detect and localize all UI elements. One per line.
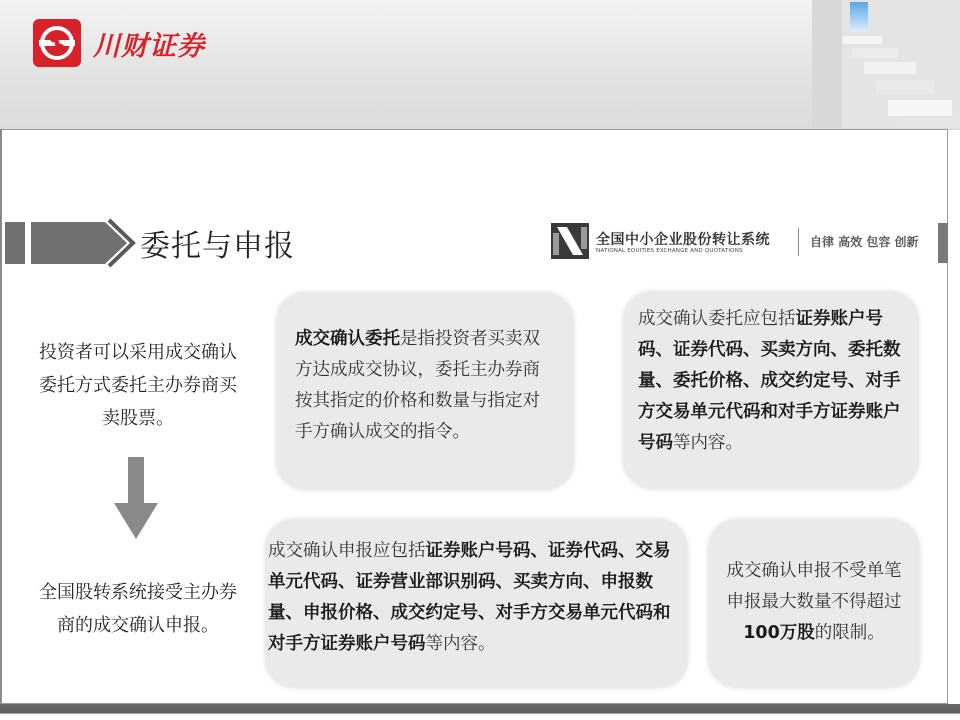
neeq-name-cn: 全国中小企业股份转让系统 [596, 232, 770, 248]
definition-text: 是指投资者买卖双方达成成交协议，委托主办券商按其指定的价格和数量与指定对手方确认成交的指令。 [295, 329, 540, 442]
definition-term: 成交确认委托 [295, 329, 400, 349]
neeq-slogan: 自律 高效 包容 创新 [810, 235, 919, 249]
footer-bar [0, 704, 960, 720]
title-right-accent [938, 223, 948, 263]
declare-items: 证券账户号码、证券代码、交易单元代码、证券营业部识别码、买卖方向、申报数量、申报价格、成交约定号、对手方交易单元代码和对手方证券账户号码 [268, 541, 671, 654]
entrust-contents-box [624, 292, 918, 488]
limit-lead: 成交确认申报不受单笔申报最大数量不得超过 [726, 561, 902, 612]
down-arrow-icon [114, 457, 158, 539]
declare-tail: 等内容。 [425, 634, 496, 654]
brand-name: 川财证券 [93, 31, 205, 62]
quantity-limit-box [709, 520, 919, 687]
limit-highlight: 100万股 [743, 623, 815, 643]
title-chevron-icon [31, 218, 137, 268]
section-title: 委托与申报 [140, 229, 295, 264]
limit-tail: 的限制。 [814, 623, 885, 643]
header-banner [0, 0, 960, 130]
entrust-tail: 等内容。 [673, 433, 743, 453]
s-coin-logo-icon [33, 19, 81, 67]
title-accent-block [5, 222, 25, 264]
neeq-name-en: NATIONAL EQUITIES EXCHANGE AND QUOTATIONS [596, 248, 743, 254]
entrust-items: 证券账户号码、证券代码、买卖方向、委托数量、委托价格、成交约定号、对手方交易单元代码和对手方证券账户号码 [638, 309, 901, 453]
definition-box [277, 293, 573, 489]
investor-entrust-text: 投资者可以采用成交确认委托方式委托主办券商买卖股票。 [39, 342, 237, 429]
neeq-accept-text: 全国股转系统接受主办券商的成交确认申报。 [39, 582, 237, 636]
declare-contents-box [266, 520, 687, 687]
neeq-logo-icon [551, 223, 589, 259]
staircase-image [812, 0, 960, 128]
entrust-lead: 成交确认委托应包括 [638, 309, 796, 329]
divider [798, 228, 799, 256]
declare-lead: 成交确认申报应包括 [268, 541, 426, 561]
